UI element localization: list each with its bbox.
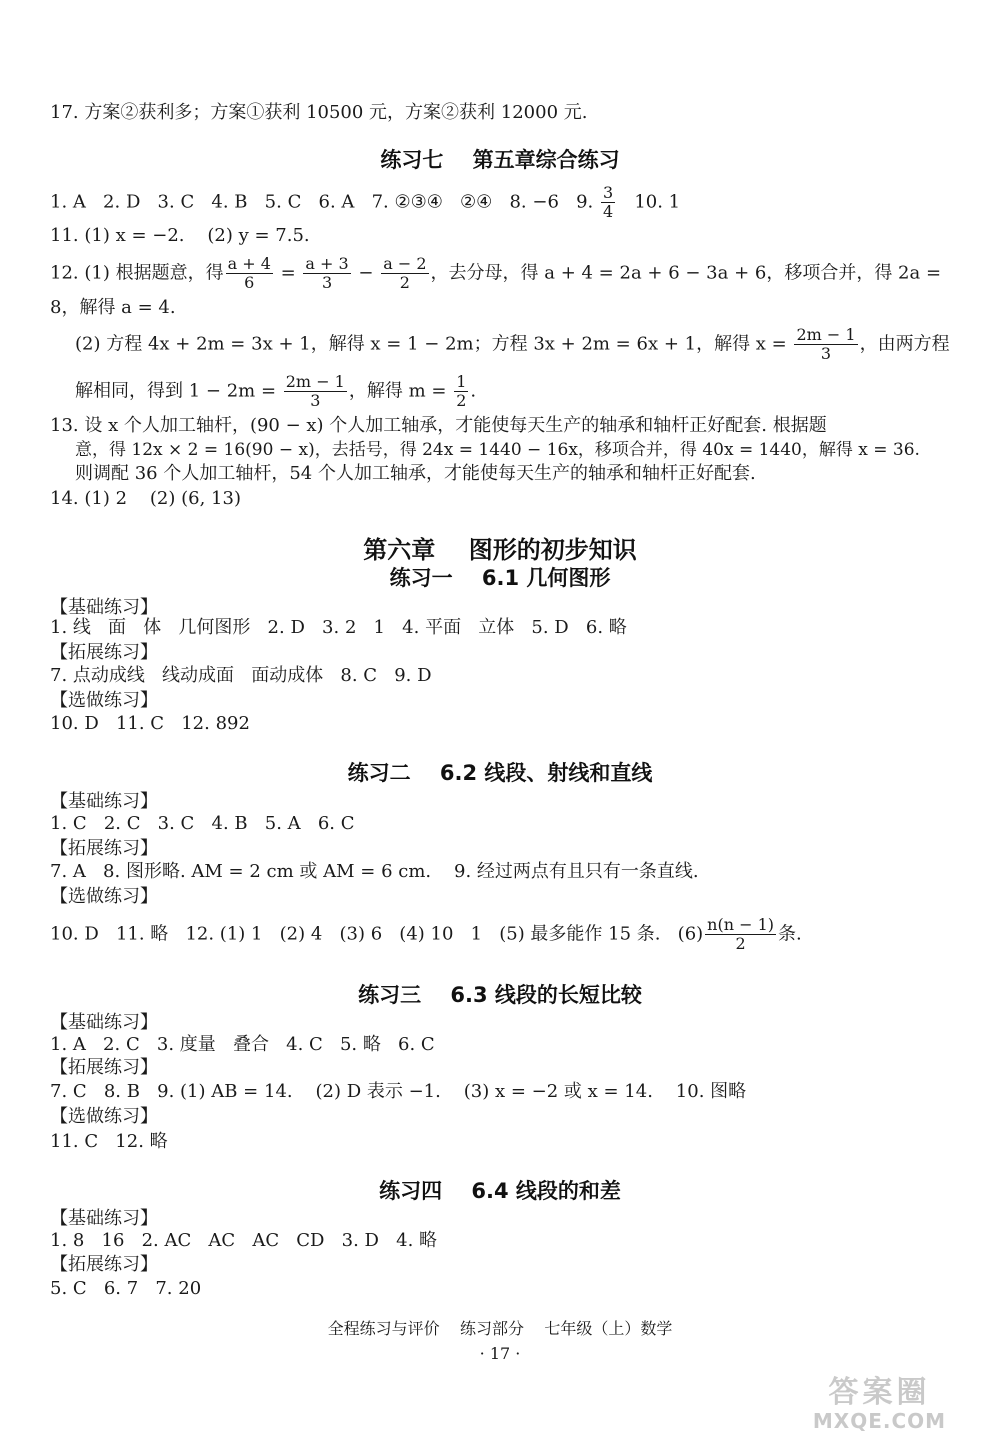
- practice-7-title: 练习七 第五章综合练习: [380, 148, 620, 172]
- watermark-logo-text: 答案圈: [828, 1375, 931, 1410]
- section-3-extension-tag: 【拓展练习】: [50, 1057, 158, 1078]
- section-2-basic-tag: 【基础练习】: [50, 791, 158, 812]
- section-2-extension-answers: 7. A 8. 图形略. AM = 2 cm 或 AM = 6 cm. 9. 经过两点有且只有一条直线.: [50, 861, 699, 882]
- section-6-3-title: 练习三 6.3 线段的长短比较: [358, 983, 642, 1007]
- section-3-basic-tag: 【基础练习】: [50, 1012, 158, 1033]
- section-1-extension-answers: 7. 点动成线 线动成面 面动成体 8. C 9. D: [50, 665, 432, 686]
- fraction-2m-minus-1-over-3-b: $\frac{2m - 1}{3}$: [285, 372, 345, 410]
- practice-7-line-4: 8，解得 a = 4.: [50, 297, 176, 318]
- practice-7-line-2: 11. (1) x = −2. (2) y = 7.5.: [50, 225, 310, 246]
- section-6-1-title: 练习一 6.1 几何图形: [389, 566, 611, 590]
- section-4-basic-answers: 1. 8 16 2. AC AC AC CD 3. D 4. 略: [50, 1230, 438, 1251]
- section-6-4-title: 练习四 6.4 线段的和差: [379, 1179, 621, 1203]
- section-1-extension-tag: 【拓展练习】: [50, 642, 158, 663]
- fraction-n-n-minus-1-over-2: $\frac{n(n - 1)}{2}$: [707, 915, 775, 953]
- section-2-optional-tag: 【选做练习】: [50, 886, 158, 907]
- section-1-optional-tag: 【选做练习】: [50, 690, 158, 711]
- section-4-extension-answers: 5. C 6. 7 7. 20: [50, 1278, 202, 1299]
- section-2-basic-answers: 1. C 2. C 3. C 4. B 5. A 6. C: [50, 813, 355, 834]
- section-1-basic-answers: 1. 线 面 体 几何图形 2. D 3. 2 1 4. 平面 立体 5. D 6. 略: [50, 617, 627, 638]
- practice-7-line-5: (2) 方程 4x + 2m = 3x + 1，解得 x = 1 − 2m；方程 3x + 2m = 6x + 1，解得 x = $\frac{2m - 1}{3}$ ，由两方程: [75, 325, 950, 363]
- footer-book-title: 全程练习与评价 练习部分 七年级（上）数学: [327, 1319, 673, 1338]
- fraction-2m-minus-1-over-3: $\frac{2m - 1}{3}$: [796, 325, 856, 363]
- section-3-basic-answers: 1. A 2. C 3. 度量 叠合 4. C 5. 略 6. C: [50, 1034, 435, 1055]
- section-3-optional-tag: 【选做练习】: [50, 1106, 158, 1127]
- section-2-extension-tag: 【拓展练习】: [50, 838, 158, 859]
- section-4-basic-tag: 【基础练习】: [50, 1208, 158, 1229]
- fraction-a-plus-3-over-3: $\frac{a + 3}{3}$: [305, 254, 349, 292]
- section-1-optional-answers: 10. D 11. C 12. 892: [50, 713, 250, 734]
- fraction-a-minus-2-over-2: $\frac{a - 2}{2}$: [383, 254, 427, 292]
- practice-7-line-3: 12. (1) 根据题意，得 $\frac{a + 4}{6}$ = $\frac{a + 3}{3}$ − $\frac{a - 2}{2}$ ，去分母，得 a + 4 = 2a + 6 − 3a + 6，移项合并，得 2a =: [50, 254, 942, 292]
- section-2-optional-answers: 10. D 11. 略 12. (1) 1 (2) 4 (3) 6 (4) 10 1 (5) 最多能作 15 条. (6) $\frac{n(n - 1)}{2}$ 条.: [50, 915, 802, 953]
- chapter-6-title: 第六章 图形的初步知识: [363, 536, 637, 564]
- section-6-2-title: 练习二 6.2 线段、射线和直线: [347, 761, 653, 785]
- section-1-basic-tag: 【基础练习】: [50, 597, 158, 618]
- fraction-3-4: $\frac{3}{4}$: [602, 183, 614, 221]
- practice-7-line-9: 则调配 36 个人加工轴杆，54 个人加工轴承，才能使每天生产的轴承和轴杆正好配套.: [75, 463, 756, 484]
- practice-7-line-10: 14. (1) 2 (2) (6, 13): [50, 488, 241, 509]
- fraction-1-2: $\frac{1}{2}$: [456, 372, 467, 410]
- section-3-extension-answers: 7. C 8. B 9. (1) AB = 14. (2) D 表示 −1. (3) x = −2 或 x = 14. 10. 图略: [50, 1081, 747, 1102]
- fraction-a-plus-4-over-6: $\frac{a + 4}{6}$: [227, 254, 271, 292]
- watermark-site: MXQE.COM: [812, 1409, 947, 1433]
- section-3-optional-answers: 11. C 12. 略: [50, 1131, 168, 1152]
- practice-7-line-1: 1. A 2. D 3. C 4. B 5. C 6. A 7. ②③④ ②④ 8. −6 9. $\frac{3}{4}$ 10. 1: [50, 183, 681, 221]
- watermark-logo: [777, 1376, 982, 1434]
- answer-17: 17. 方案②获利多；方案①获利 10500 元，方案②获利 12000 元.: [50, 102, 588, 123]
- section-4-extension-tag: 【拓展练习】: [50, 1254, 158, 1275]
- practice-7-line-7: 13. 设 x 个人加工轴杆，(90 − x) 个人加工轴承，才能使每天生产的轴承和轴杆正好配套. 根据题: [50, 415, 827, 436]
- practice-7-line-6: 解相同，得到 1 − 2m = $\frac{2m - 1}{3}$ ，解得 m = $\frac{1}{2}$ .: [75, 372, 477, 410]
- page-number: · 17 ·: [479, 1344, 521, 1363]
- practice-7-line-8: 意，得 12x × 2 = 16(90 − x)，去括号，得 24x = 1440 − 16x，移项合并，得 40x = 1440，解得 x = 36.: [75, 440, 920, 460]
